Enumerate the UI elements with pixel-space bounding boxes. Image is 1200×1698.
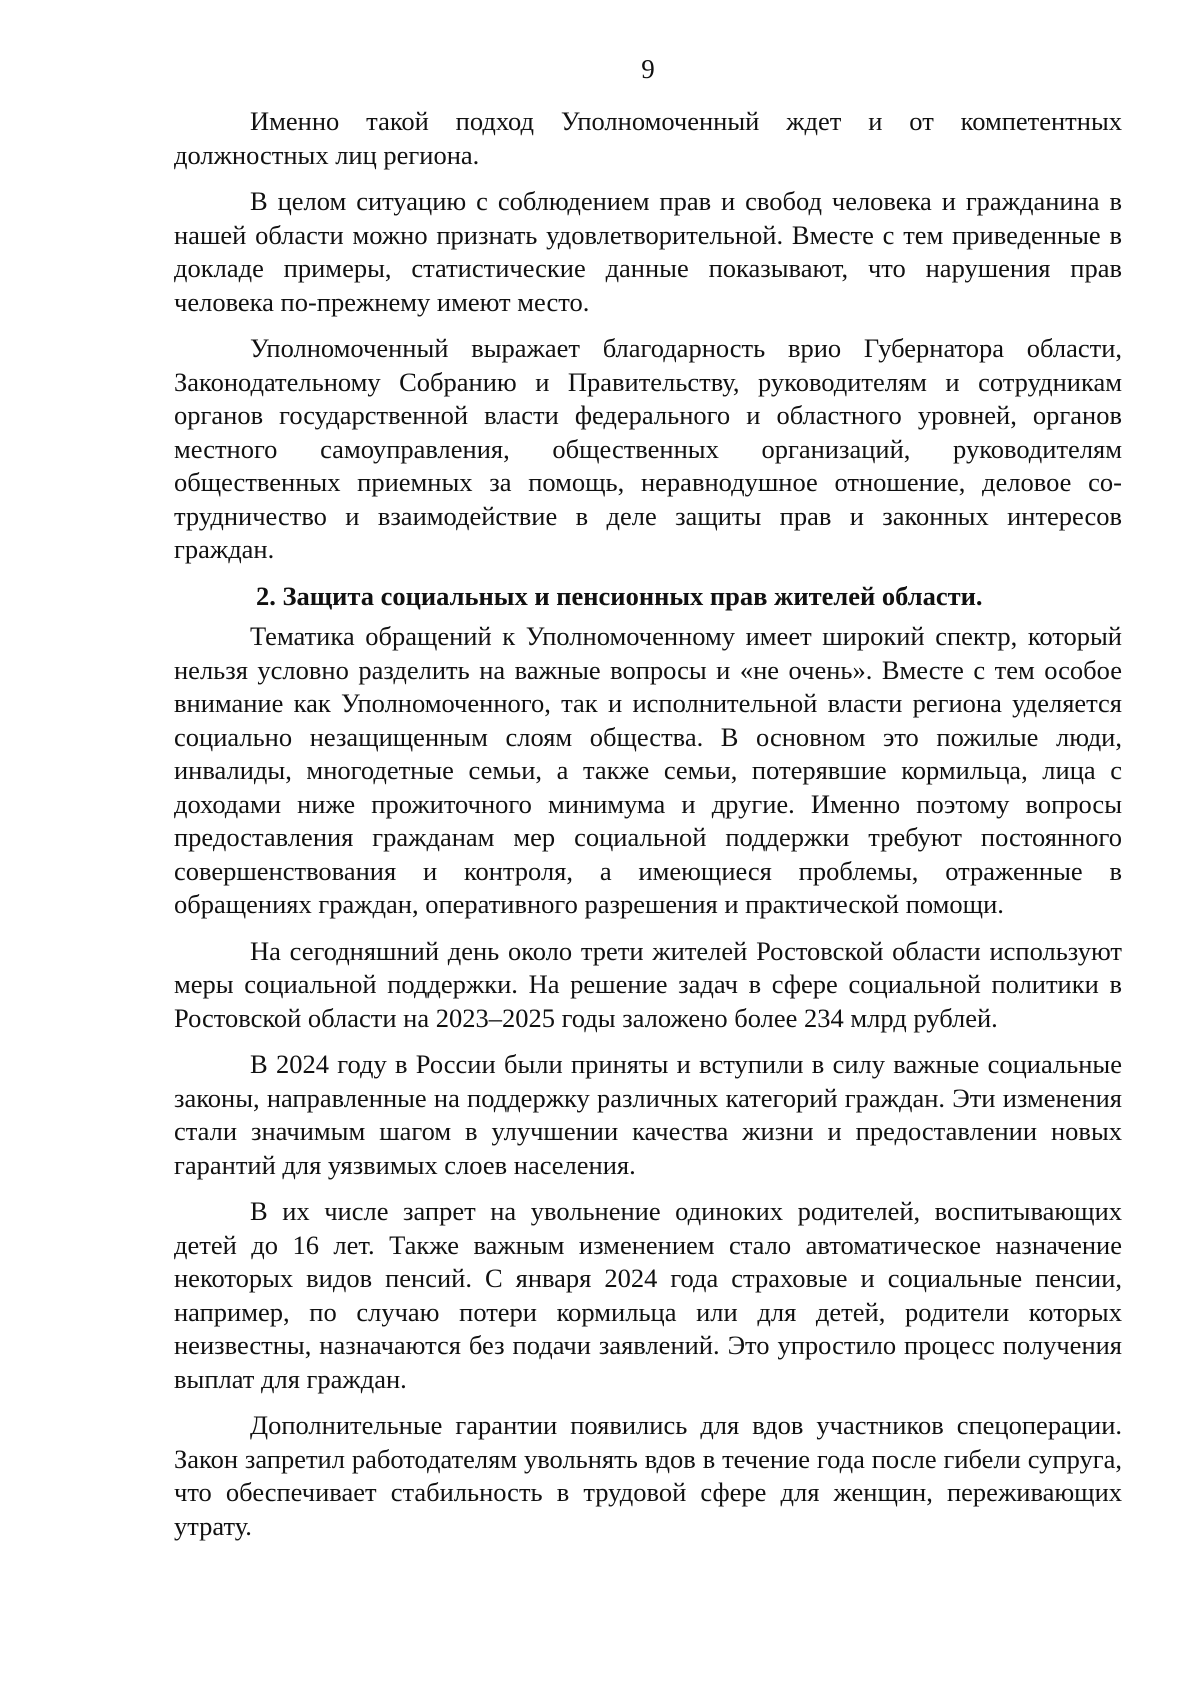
paragraph-intro-3: Уполномоченный выражает благодарность врио Губернатора области, Законодательному Собранию и Правительству, руководителям и сотрудникам органов государственной власти федерального и областного уровней, органов местного самоуправления, общественных организаций, руководителям общественных приемных за помощь, неравнодушное отношение, деловое сотрудничество и взаимодействие в деле защиты прав и законных интересов граждан. [174,333,1122,564]
section-heading: 2. Защита социальных и пенсионных прав жителей области. [256,580,983,611]
paragraph-intro-2: В целом ситуацию с соблюдением прав и свобод человека и гражданина в нашей области можно признать удовлетворительной. Вместе с тем приведенные в докладе примеры, статистические данные показывают, что нарушения прав человека по-прежнему имеют место. [174,186,1122,317]
paragraph-section-1: Тематика обращений к Уполномоченному имеет широкий спектр, который нельзя условно разделить на важные вопросы и «не очень». Вместе с тем особое внимание как Уполномоченного, так и исполнительной власти региона уделяется социально незащищенным слоям общества. В основном это пожилые люди, инвалиды, многодетные семьи, а также семьи, потерявшие кормильца, лица с доходами ниже прожиточного минимума и другие. Именно поэтому вопросы предоставления гражданам мер социальной поддержки требуют постоянного совершенствования и контроля, а имеющиеся проблемы, отраженные в обращениях граждан, оперативного разрешения и практической помощи. [174,621,1122,919]
document-page [174,52,1122,1556]
paragraph-section-2: На сегодняшний день около трети жителей Ростовской области используют меры социальной поддержки. На решение задач в сфере социальной политики в Ростовской области на 2023–2025 годы заложено более 234 млрд рублей. [174,935,1122,1033]
page-number: 9 [641,54,655,84]
paragraph-section-3: В 2024 году в России были приняты и вступили в силу важные социальные законы, направленные на поддержку различных категорий граждан. Эти изменения стали значимым шагом в улучшении качества жизни и предоставлении новых гарантий для уязвимых слоев населения. [174,1049,1122,1180]
paragraph-section-5: Дополнительные гарантии появились для вдов участников спецоперации. Закон запретил работодателям увольнять вдов в течение года после гибели супруга, что обеспечивает стабильность в трудовой сфере для женщин, переживающих утрату. [174,1410,1122,1541]
paragraph-section-4: В их числе запрет на увольнение одиноких родителей, воспитывающих детей до 16 лет. Также важным изменением стало автоматическое назначение некоторых видов пенсий. С января 2024 года страховые и социальные пенсии, например, по случаю потери кормильца или для детей, родители которых неизвестны, назначаются без подачи заявлений. Это упростило процесс получения выплат для граждан. [174,1196,1122,1394]
paragraph-intro-1: Именно такой подход Уполномоченный ждет и от компетентных должностных лиц региона. [174,106,1122,170]
